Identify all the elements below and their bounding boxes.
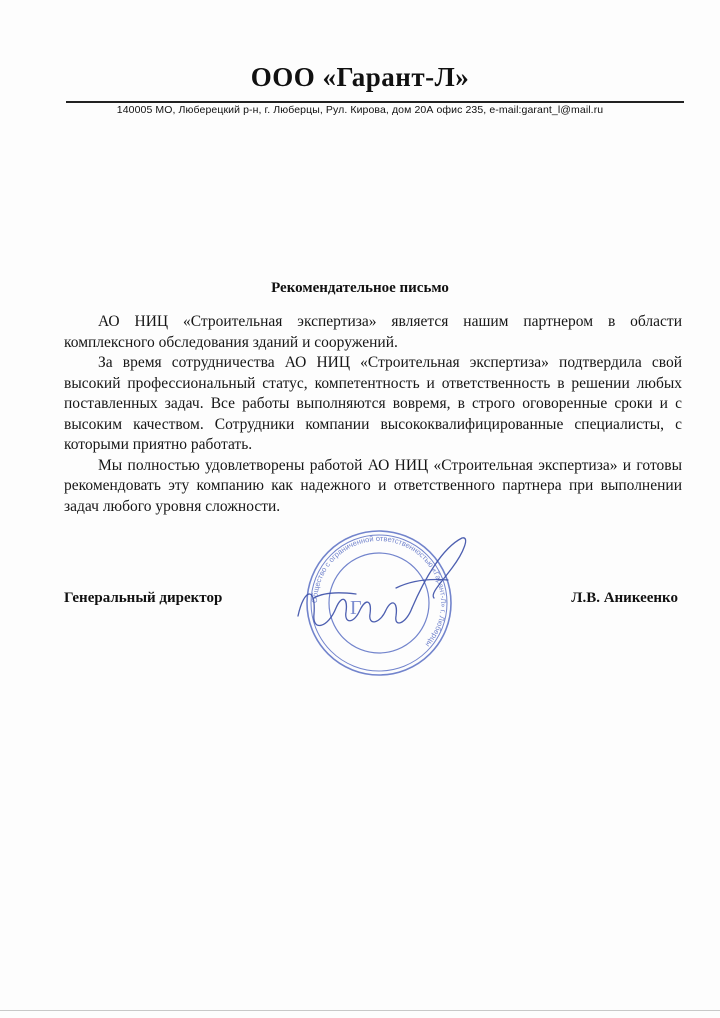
body-paragraph: За время сотрудничества АО НИЦ «Строительная экспертиза» подтвердила свой высокий профессиональный статус, компетентность и ответственность в решении любых поставленных задач. Все работы выполняются вовремя, в строго оговоренные сроки и с высоким качеством. Сотрудники компании высококвалифицированные специалисты, с которыми приятно работать. xyxy=(64,354,682,453)
company-name: ООО «Гарант-Л» xyxy=(250,62,470,92)
signer-position: Генеральный директор xyxy=(64,590,223,606)
letterhead-divider xyxy=(66,101,684,103)
company-stamp xyxy=(284,528,474,678)
stamp-ring-text: Общество с ограниченной ответственностью «Гарант-Л» г. Люберцы xyxy=(309,533,449,649)
scan-edge-line xyxy=(0,1010,720,1011)
body-paragraph: АО НИЦ «Строительная экспертиза» является нашим партнером в области комплексного обследования зданий и сооружений. xyxy=(64,313,682,351)
signer-name: Л.В. Аникеенко xyxy=(571,590,678,606)
letter-body xyxy=(64,312,682,517)
body-paragraph: Мы полностью удовлетворены работой АО НИЦ «Строительная экспертиза» и готовы рекомендовать эту компанию как надежного и ответственного партнера при выполнении задач любого уровня сложности. xyxy=(64,456,682,515)
stamp-center-letter: Г xyxy=(350,597,362,619)
letter-title: Рекомендательное письмо xyxy=(271,280,449,296)
company-address: 140005 МО, Люберецкий р-н, г. Люберцы, Рул. Кирова, дом 20А офис 235, e-mail:garant_l@mail.ru xyxy=(116,104,604,116)
stamp-seal xyxy=(307,531,451,675)
